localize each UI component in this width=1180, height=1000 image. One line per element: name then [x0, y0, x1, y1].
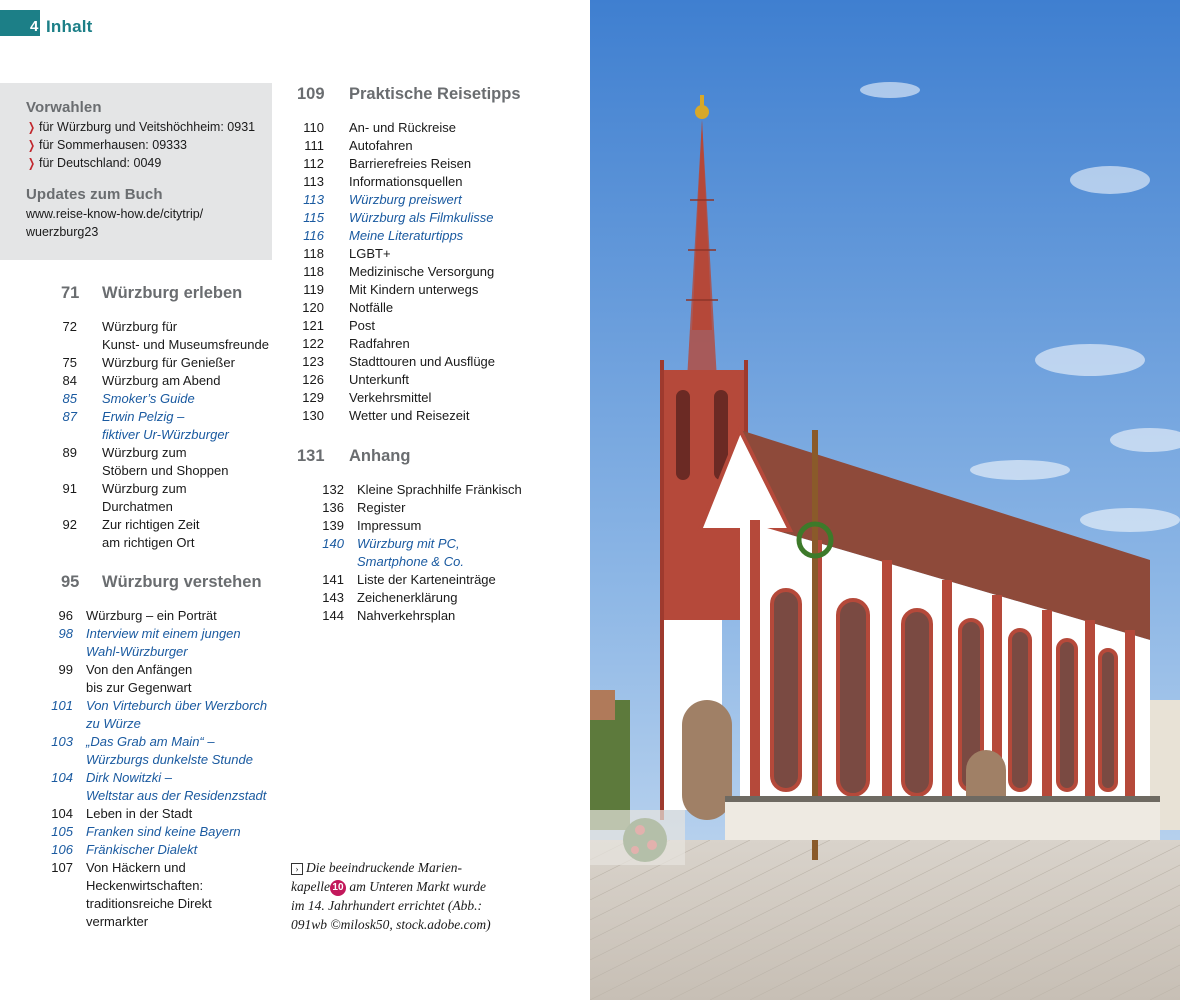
updates-heading: Updates zum Buch	[26, 186, 163, 203]
chevron-right-icon: ❯	[27, 138, 35, 152]
toc-entry-line: Von den Anfängen	[86, 662, 193, 677]
toc-entry-title	[349, 353, 559, 371]
toc-entry-page: 96	[58, 608, 73, 623]
toc-entry-line: Würzburg für Genießer	[102, 355, 235, 370]
dialing-code-line	[26, 118, 272, 136]
toc-entry-line: Würzburgs dunkelste Stunde	[86, 752, 253, 767]
toc-entry-line: Würzburg zum	[102, 445, 187, 460]
toc-entry-page: 85	[62, 391, 77, 406]
toc-entry-line: Zur richtigen Zeit	[102, 517, 200, 532]
toc-entry-title	[102, 444, 277, 480]
toc-entry[interactable]	[298, 353, 559, 371]
toc-entry[interactable]	[298, 263, 559, 281]
toc-entry[interactable]	[27, 733, 267, 769]
toc-entry-page: 126	[302, 372, 324, 387]
toc-entry[interactable]	[27, 625, 267, 661]
toc-entry[interactable]	[298, 607, 522, 625]
toc-entry-line: Stöbern und Shoppen	[102, 463, 229, 478]
toc-entry-line: vermarkter	[86, 914, 149, 929]
toc-entry-line: Unterkunft	[349, 372, 409, 387]
toc-entry-line: Würzburg preiswert	[349, 192, 462, 207]
toc-list	[27, 318, 277, 552]
toc-entry-page: 99	[58, 662, 73, 677]
toc-entry-title	[86, 823, 241, 841]
toc-entry-title	[86, 769, 266, 805]
toc-entry-page: 107	[51, 860, 73, 875]
toc-entry-line: Impressum	[357, 518, 422, 533]
toc-entry-title	[357, 571, 496, 589]
toc-entry[interactable]	[27, 444, 277, 480]
toc-entry-page: 103	[51, 734, 73, 749]
toc-entry-page: 121	[302, 318, 324, 333]
toc-entry-line: Leben in der Stadt	[86, 806, 193, 821]
toc-entry-title	[86, 607, 217, 625]
dialing-code-line	[26, 154, 272, 172]
toc-entry-line: LGBT+	[349, 246, 391, 261]
toc-entry-line: Mit Kindern unterwegs	[349, 282, 479, 297]
page-number: 4	[30, 18, 39, 35]
toc-entry-title	[357, 517, 421, 535]
toc-entry-line: Informationsquellen	[349, 174, 463, 189]
toc-entry-page: 141	[322, 572, 344, 587]
toc-entry-page: 101	[51, 698, 73, 713]
toc-entry-page: 120	[302, 300, 324, 315]
toc-entry-title	[349, 299, 559, 317]
toc-entry-title	[349, 119, 559, 137]
toc-entry[interactable]	[298, 155, 559, 173]
toc-entry-line: Autofahren	[349, 138, 413, 153]
toc-entry-title	[349, 335, 559, 353]
dialing-code: für Deutschland: 0049	[39, 156, 162, 170]
toc-entry-title	[102, 408, 277, 444]
toc-entry-title	[86, 733, 253, 769]
toc-entry-line: Meine Literaturtipps	[349, 228, 464, 243]
toc-entry-page: 91	[62, 481, 77, 496]
toc-entry-line: Liste der Karteneinträge	[357, 572, 496, 587]
toc-entry[interactable]	[298, 299, 559, 317]
toc-entry-page: 113	[303, 192, 324, 207]
page-title: Inhalt	[46, 17, 93, 36]
toc-entry[interactable]	[27, 823, 267, 841]
toc-entry-line: Von Häckern und	[86, 860, 186, 875]
toc-entry[interactable]	[27, 661, 267, 697]
toc-entry-title	[86, 661, 192, 697]
toc-entry-page: 129	[302, 390, 324, 405]
section-heading[interactable]	[297, 85, 521, 104]
toc-entry[interactable]	[27, 408, 277, 444]
marienkapelle-photo	[590, 0, 1180, 1000]
toc-entry-title	[349, 389, 559, 407]
chevron-right-icon: ❯	[27, 120, 35, 134]
toc-entry-line: Notfälle	[349, 300, 394, 315]
toc-entry[interactable]	[27, 841, 267, 859]
toc-entry-line: „Das Grab am Main“ –	[86, 734, 215, 749]
toc-entry-line: An- und Rückreise	[349, 120, 456, 135]
toc-entry-line: bis zur Gegenwart	[86, 680, 192, 695]
toc-entry[interactable]	[27, 480, 277, 516]
toc-entry-title	[86, 841, 197, 859]
section-title: Praktische Reisetipps	[349, 85, 521, 103]
toc-entry-title	[102, 318, 277, 354]
toc-entry-line: Smartphone & Co.	[357, 554, 464, 569]
toc-entry-line: Nahverkehrsplan	[357, 608, 456, 623]
toc-entry-title	[349, 137, 559, 155]
toc-entry[interactable]	[298, 571, 522, 589]
toc-entry[interactable]	[27, 354, 277, 372]
toc-entry-title	[357, 589, 457, 607]
toc-entry[interactable]	[298, 371, 559, 389]
toc-entry-title	[349, 245, 559, 263]
section-title: Würzburg verstehen	[102, 573, 262, 591]
toc-entry-page: 84	[62, 373, 77, 388]
toc-list	[298, 119, 559, 425]
toc-entry-title	[349, 209, 559, 227]
toc-entry-page: 130	[302, 408, 324, 423]
section-page: 71	[61, 284, 80, 302]
photo-caption	[291, 858, 531, 934]
toc-entry-line: Register	[357, 500, 406, 515]
dialing-code: für Sommerhausen: 09333	[39, 138, 188, 152]
toc-entry[interactable]	[298, 481, 522, 499]
toc-entry-page: 89	[62, 445, 77, 460]
toc-entry[interactable]	[298, 191, 559, 209]
toc-entry-title	[349, 173, 559, 191]
toc-entry-title	[102, 354, 277, 372]
updates-url-line[interactable]: wuerzburg23	[26, 225, 99, 239]
toc-entry[interactable]	[298, 407, 559, 425]
toc-entry-title	[349, 371, 559, 389]
toc-entry-line: Erwin Pelzig –	[102, 409, 185, 424]
toc-entry[interactable]	[298, 517, 522, 535]
dialing-code-line	[26, 136, 272, 154]
toc-entry-line: Würzburg – ein Porträt	[86, 608, 217, 623]
toc-entry-title	[349, 155, 559, 173]
toc-entry[interactable]	[298, 535, 522, 571]
toc-list	[27, 607, 267, 931]
toc-entry-title	[349, 227, 559, 245]
toc-entry[interactable]	[27, 607, 267, 625]
toc-entry[interactable]	[27, 372, 277, 390]
toc-entry-page: 104	[51, 770, 73, 785]
toc-entry-line: am richtigen Ort	[102, 535, 195, 550]
toc-entry-title	[86, 805, 192, 823]
updates-url-line[interactable]: www.reise-know-how.de/citytrip/	[26, 207, 204, 221]
toc-entry[interactable]	[27, 859, 267, 931]
toc-entry-page: 118	[303, 246, 324, 261]
section-page: 95	[61, 573, 80, 591]
section-page: 131	[297, 447, 325, 465]
toc-entry[interactable]	[298, 335, 559, 353]
toc-entry-page: 104	[51, 806, 73, 821]
toc-entry[interactable]	[27, 318, 277, 354]
toc-entry-page: 113	[303, 174, 324, 189]
toc-entry[interactable]	[298, 137, 559, 155]
toc-entry-page: 72	[62, 319, 77, 334]
toc-entry[interactable]	[298, 173, 559, 191]
toc-entry-page: 115	[303, 210, 324, 225]
toc-entry-line: Durchatmen	[102, 499, 173, 514]
toc-entry-line: Heckenwirtschaften:	[86, 878, 204, 893]
toc-entry-line: Verkehrsmittel	[349, 390, 432, 405]
toc-entry-page: 136	[322, 500, 344, 515]
toc-entry-page: 87	[62, 409, 77, 424]
toc-entry-line: zu Würze	[86, 716, 141, 731]
toc-entry[interactable]	[27, 805, 267, 823]
toc-entry-line: Fränkischer Dialekt	[86, 842, 198, 857]
toc-entry-line: Würzburg mit PC,	[357, 536, 460, 551]
section-page: 109	[297, 85, 325, 103]
toc-entry[interactable]	[27, 516, 277, 552]
section-title: Würzburg erleben	[102, 284, 243, 302]
toc-entry[interactable]	[298, 245, 559, 263]
caption-line: im 14. Jahrhundert errichtet (Abb.:	[291, 898, 482, 913]
toc-entry-page: 98	[58, 626, 73, 641]
toc-entry-title	[102, 480, 277, 516]
caption-line: am Unteren Markt wurde	[349, 879, 486, 894]
toc-entry-page: 118	[303, 264, 324, 279]
toc-entry-page: 143	[322, 590, 344, 605]
toc-entry[interactable]	[298, 209, 559, 227]
section-heading[interactable]	[61, 573, 262, 592]
dialing-code: für Würzburg und Veitshöchheim: 0931	[39, 120, 256, 134]
toc-entry[interactable]	[27, 769, 267, 805]
info-box	[0, 83, 272, 260]
toc-entry-title	[86, 859, 212, 931]
toc-entry-page: 111	[304, 138, 324, 153]
caption-line: kapelle	[291, 879, 330, 894]
section-heading[interactable]	[297, 447, 410, 466]
toc-entry-title	[86, 625, 241, 661]
dialing-heading: Vorwahlen	[26, 99, 102, 116]
toc-entry-title	[86, 697, 267, 733]
toc-entry-line: Wetter und Reisezeit	[349, 408, 470, 423]
toc-entry-line: Medizinische Versorgung	[349, 264, 495, 279]
toc-entry-title	[102, 372, 277, 390]
toc-entry-title	[349, 263, 559, 281]
chevron-right-icon: ❯	[27, 156, 35, 170]
toc-entry[interactable]	[298, 317, 559, 335]
toc-entry-page: 116	[303, 228, 324, 243]
toc-entry-line: Weltstar aus der Residenzstadt	[86, 788, 267, 803]
toc-entry-line: Smoker’s Guide	[102, 391, 195, 406]
toc-entry-line: Würzburg für	[102, 319, 178, 334]
toc-entry[interactable]	[298, 281, 559, 299]
toc-entry-page: 144	[322, 608, 344, 623]
toc-entry-line: Post	[349, 318, 376, 333]
toc-entry-title	[357, 535, 464, 571]
toc-entry-line: Würzburg zum	[102, 481, 187, 496]
toc-entry-title	[102, 516, 277, 552]
caption-line: 091wb ©milosk50, stock.adobe.com)	[291, 917, 491, 932]
toc-entry-title	[349, 281, 559, 299]
toc-entry-line: fiktiver Ur-Würzburger	[102, 427, 229, 442]
arrow-right-box-icon: ›	[291, 863, 303, 875]
toc-entry-title	[357, 499, 405, 517]
toc-entry-line: Stadttouren und Ausflüge	[349, 354, 496, 369]
toc-entry-title	[349, 317, 559, 335]
toc-entry[interactable]	[298, 119, 559, 137]
toc-entry-line: Kleine Sprachhilfe Fränkisch	[357, 482, 522, 497]
toc-entry-page: 110	[303, 120, 324, 135]
toc-entry[interactable]	[298, 227, 559, 245]
toc-entry-page: 122	[302, 336, 324, 351]
toc-entry-line: Zeichenerklärung	[357, 590, 458, 605]
toc-entry[interactable]	[298, 389, 559, 407]
toc-entry-line: Wahl-Würzburger	[86, 644, 188, 659]
section-title: Anhang	[349, 447, 411, 465]
toc-entry[interactable]	[27, 697, 267, 733]
toc-entry-page: 123	[302, 354, 324, 369]
toc-entry[interactable]	[27, 390, 277, 408]
toc-entry-title	[357, 607, 455, 625]
toc-entry-page: 132	[322, 482, 344, 497]
caption-line: Die beeindruckende Marien-	[306, 860, 462, 875]
toc-entry-page: 112	[303, 156, 324, 171]
toc-entry-line: Interview mit einem jungen	[86, 626, 241, 641]
toc-entry-title	[102, 390, 277, 408]
toc-entry-line: Radfahren	[349, 336, 410, 351]
toc-entry[interactable]	[298, 589, 522, 607]
toc-entry-page: 140	[322, 536, 344, 551]
toc-list	[298, 481, 522, 625]
toc-entry-line: Barrierefreies Reisen	[349, 156, 472, 171]
toc-entry-line: Franken sind keine Bayern	[86, 824, 241, 839]
toc-entry-line: Würzburg als Filmkulisse	[349, 210, 494, 225]
toc-entry-title	[349, 407, 559, 425]
toc-entry-line: Würzburg am Abend	[102, 373, 221, 388]
toc-entry-page: 139	[322, 518, 344, 533]
map-number-badge: 10	[330, 880, 346, 896]
toc-entry-line: Kunst- und Museumsfreunde	[102, 337, 269, 352]
toc-entry[interactable]	[298, 499, 522, 517]
toc-entry-title	[349, 191, 559, 209]
toc-entry-page: 119	[303, 282, 324, 297]
toc-entry-line: traditionsreiche Direkt	[86, 896, 212, 911]
toc-entry-page: 92	[62, 517, 77, 532]
section-heading[interactable]	[61, 284, 242, 303]
toc-entry-line: Von Virteburch über Werzborch	[86, 698, 268, 713]
toc-entry-line: Dirk Nowitzki –	[86, 770, 172, 785]
toc-entry-page: 75	[62, 355, 77, 370]
toc-entry-page: 106	[51, 842, 73, 857]
toc-entry-page: 105	[51, 824, 73, 839]
toc-entry-title	[357, 481, 522, 499]
